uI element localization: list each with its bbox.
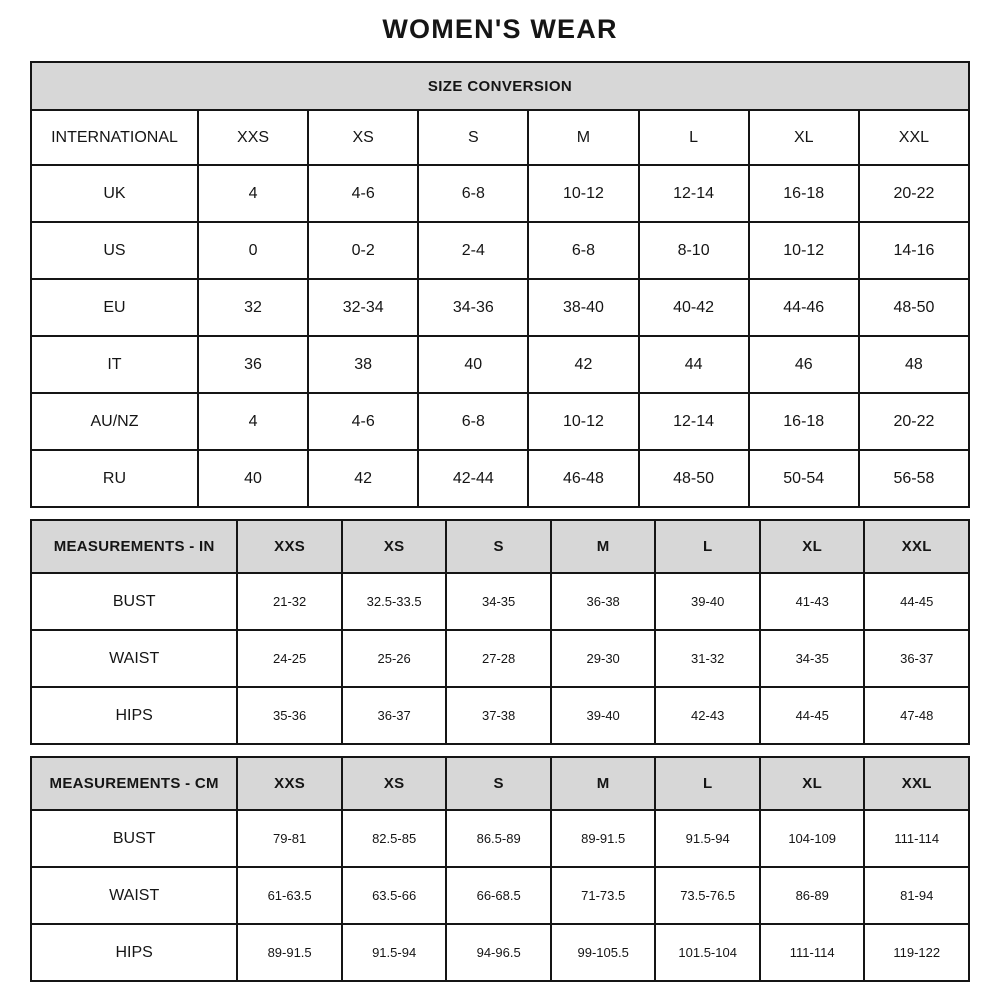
cell-value: 16-18 xyxy=(749,393,859,450)
measurements-cm-header-row xyxy=(31,757,969,810)
cell-value: 81-94 xyxy=(864,867,969,924)
table-row xyxy=(31,687,969,744)
cell-value: 50-54 xyxy=(749,450,859,507)
cell-value: 4 xyxy=(198,165,308,222)
cell-value: 101.5-104 xyxy=(655,924,760,981)
size-conversion-table xyxy=(30,61,970,508)
cell-value: 99-105.5 xyxy=(551,924,656,981)
size-header-cell: M xyxy=(551,757,656,810)
cell-value: 38-40 xyxy=(528,279,638,336)
cell-value: 111-114 xyxy=(864,810,969,867)
measurements-cm-table xyxy=(30,756,970,982)
table-row xyxy=(31,867,969,924)
measurements-in-table xyxy=(30,519,970,745)
cell-value: 10-12 xyxy=(528,393,638,450)
size-header-cell: XXS xyxy=(198,110,308,165)
size-header-cell: L xyxy=(655,520,760,573)
cell-value: 61-63.5 xyxy=(237,867,342,924)
size-header-cell: M xyxy=(551,520,656,573)
cell-value: 40 xyxy=(198,450,308,507)
cell-value: 40-42 xyxy=(639,279,749,336)
size-header-cell: XXL xyxy=(859,110,969,165)
cell-value: 32.5-33.5 xyxy=(342,573,447,630)
cell-value: 46 xyxy=(749,336,859,393)
row-label: EU xyxy=(31,279,198,336)
measurements-in-body xyxy=(31,573,969,744)
size-header-cell: S xyxy=(446,757,551,810)
cell-value: 41-43 xyxy=(760,573,865,630)
cell-value: 48-50 xyxy=(639,450,749,507)
cell-value: 4-6 xyxy=(308,393,418,450)
cell-value: 16-18 xyxy=(749,165,859,222)
size-header-cell: L xyxy=(655,757,760,810)
table-row xyxy=(31,222,969,279)
cell-value: 44-45 xyxy=(864,573,969,630)
size-header-cell: S xyxy=(446,520,551,573)
size-header-cell: XXL xyxy=(864,520,969,573)
cell-value: 40 xyxy=(418,336,528,393)
cell-value: 39-40 xyxy=(655,573,760,630)
cell-value: 91.5-94 xyxy=(655,810,760,867)
cell-value: 34-35 xyxy=(446,573,551,630)
cell-value: 63.5-66 xyxy=(342,867,447,924)
cell-value: 20-22 xyxy=(859,165,969,222)
size-header-cell: XS xyxy=(342,757,447,810)
table-row xyxy=(31,450,969,507)
cell-value: 36 xyxy=(198,336,308,393)
row-label-international: INTERNATIONAL xyxy=(31,110,198,165)
table-row xyxy=(31,336,969,393)
cell-value: 82.5-85 xyxy=(342,810,447,867)
table-row xyxy=(31,393,969,450)
cell-value: 0 xyxy=(198,222,308,279)
size-header-cell: XXS xyxy=(237,757,342,810)
size-header-cell: S xyxy=(418,110,528,165)
cell-value: 6-8 xyxy=(418,165,528,222)
row-label: BUST xyxy=(31,573,237,630)
size-header-cell: XXS xyxy=(237,520,342,573)
cell-value: 42-43 xyxy=(655,687,760,744)
cell-value: 44-46 xyxy=(749,279,859,336)
cell-value: 31-32 xyxy=(655,630,760,687)
cell-value: 48-50 xyxy=(859,279,969,336)
cell-value: 35-36 xyxy=(237,687,342,744)
cell-value: 12-14 xyxy=(639,165,749,222)
cell-value: 4 xyxy=(198,393,308,450)
cell-value: 10-12 xyxy=(528,165,638,222)
cell-value: 6-8 xyxy=(528,222,638,279)
cell-value: 25-26 xyxy=(342,630,447,687)
cell-value: 94-96.5 xyxy=(446,924,551,981)
size-guide-sheet xyxy=(30,0,970,982)
cell-value: 32-34 xyxy=(308,279,418,336)
cell-value: 4-6 xyxy=(308,165,418,222)
cell-value: 71-73.5 xyxy=(551,867,656,924)
size-header-cell: XL xyxy=(760,757,865,810)
measurements-in-header-row xyxy=(31,520,969,573)
row-label: RU xyxy=(31,450,198,507)
cell-value: 66-68.5 xyxy=(446,867,551,924)
table-row xyxy=(31,165,969,222)
cell-value: 79-81 xyxy=(237,810,342,867)
cell-value: 36-38 xyxy=(551,573,656,630)
row-label: WAIST xyxy=(31,867,237,924)
measurements-cm-title: MEASUREMENTS - CM xyxy=(31,757,237,810)
cell-value: 91.5-94 xyxy=(342,924,447,981)
table-row xyxy=(31,924,969,981)
cell-value: 119-122 xyxy=(864,924,969,981)
cell-value: 36-37 xyxy=(342,687,447,744)
row-label: HIPS xyxy=(31,924,237,981)
size-conversion-header-row xyxy=(31,110,969,165)
cell-value: 39-40 xyxy=(551,687,656,744)
size-header-cell: XXL xyxy=(864,757,969,810)
cell-value: 36-37 xyxy=(864,630,969,687)
cell-value: 27-28 xyxy=(446,630,551,687)
cell-value: 34-35 xyxy=(760,630,865,687)
row-label: AU/NZ xyxy=(31,393,198,450)
cell-value: 47-48 xyxy=(864,687,969,744)
row-label: WAIST xyxy=(31,630,237,687)
size-header-cell: XS xyxy=(308,110,418,165)
cell-value: 34-36 xyxy=(418,279,528,336)
cell-value: 12-14 xyxy=(639,393,749,450)
measurements-cm-body xyxy=(31,810,969,981)
cell-value: 42 xyxy=(528,336,638,393)
cell-value: 44 xyxy=(639,336,749,393)
cell-value: 20-22 xyxy=(859,393,969,450)
size-header-cell: XL xyxy=(760,520,865,573)
row-label: HIPS xyxy=(31,687,237,744)
cell-value: 37-38 xyxy=(446,687,551,744)
cell-value: 42-44 xyxy=(418,450,528,507)
cell-value: 10-12 xyxy=(749,222,859,279)
cell-value: 56-58 xyxy=(859,450,969,507)
cell-value: 86.5-89 xyxy=(446,810,551,867)
cell-value: 8-10 xyxy=(639,222,749,279)
cell-value: 42 xyxy=(308,450,418,507)
table-row xyxy=(31,573,969,630)
cell-value: 46-48 xyxy=(528,450,638,507)
cell-value: 86-89 xyxy=(760,867,865,924)
size-header-cell: M xyxy=(528,110,638,165)
cell-value: 0-2 xyxy=(308,222,418,279)
size-conversion-body xyxy=(31,165,969,507)
row-label: UK xyxy=(31,165,198,222)
cell-value: 38 xyxy=(308,336,418,393)
cell-value: 24-25 xyxy=(237,630,342,687)
size-header-cell: XL xyxy=(749,110,859,165)
cell-value: 2-4 xyxy=(418,222,528,279)
size-header-cell: XS xyxy=(342,520,447,573)
size-header-cell: L xyxy=(639,110,749,165)
cell-value: 89-91.5 xyxy=(551,810,656,867)
cell-value: 73.5-76.5 xyxy=(655,867,760,924)
table-row xyxy=(31,810,969,867)
cell-value: 32 xyxy=(198,279,308,336)
cell-value: 29-30 xyxy=(551,630,656,687)
table-row xyxy=(31,279,969,336)
size-conversion-title-row xyxy=(31,62,969,110)
cell-value: 44-45 xyxy=(760,687,865,744)
page-title: WOMEN'S WEAR xyxy=(382,14,618,44)
cell-value: 89-91.5 xyxy=(237,924,342,981)
cell-value: 48 xyxy=(859,336,969,393)
cell-value: 14-16 xyxy=(859,222,969,279)
row-label: US xyxy=(31,222,198,279)
cell-value: 21-32 xyxy=(237,573,342,630)
table-row xyxy=(31,630,969,687)
row-label: BUST xyxy=(31,810,237,867)
cell-value: 111-114 xyxy=(760,924,865,981)
row-label: IT xyxy=(31,336,198,393)
cell-value: 6-8 xyxy=(418,393,528,450)
cell-value: 104-109 xyxy=(760,810,865,867)
measurements-in-title: MEASUREMENTS - IN xyxy=(31,520,237,573)
size-conversion-title: SIZE CONVERSION xyxy=(31,62,969,110)
